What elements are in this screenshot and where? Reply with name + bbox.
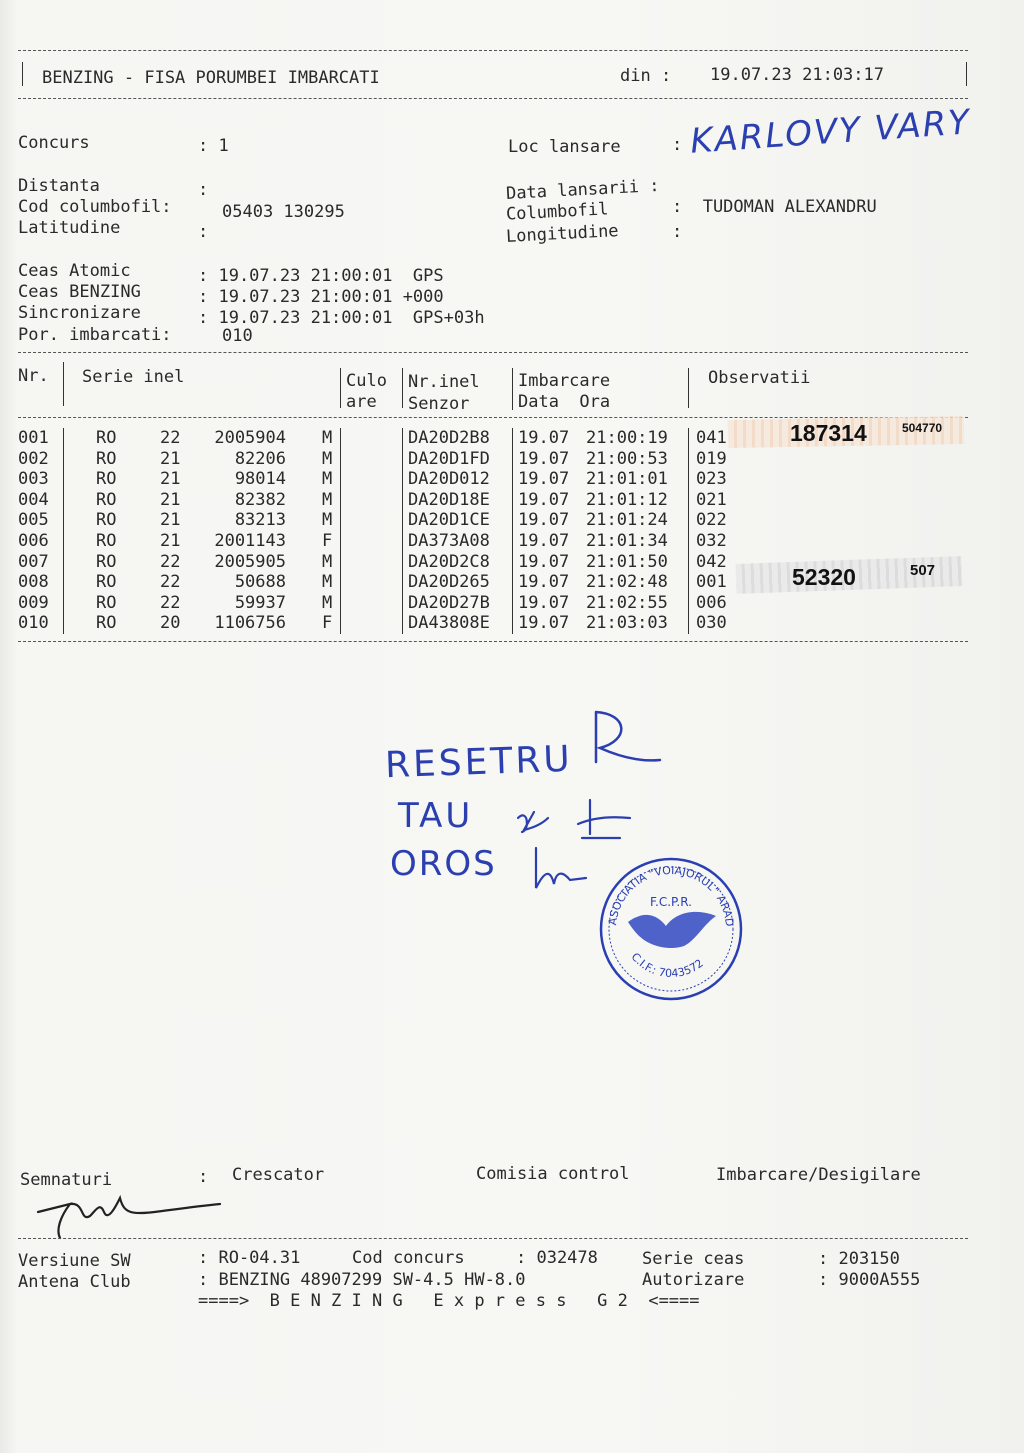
longitudine-value: : (672, 222, 683, 242)
col-divider (340, 531, 341, 552)
col-divider (512, 510, 513, 531)
col-divider (512, 613, 513, 634)
cell-time: 21:01:01 (586, 469, 668, 490)
longitudine-label: Longitudine (505, 221, 620, 247)
benzing-express-banner: ====> B E N Z I N G E x p r e s s G 2 <==== (198, 1291, 700, 1311)
cell-country: RO (96, 551, 117, 572)
cell-ring: 82206 (234, 448, 286, 469)
col-divider (402, 552, 403, 573)
col-divider (688, 572, 689, 593)
col-divider (63, 613, 64, 634)
cell-year: 21 (160, 489, 181, 510)
cell-observation: 022 (696, 510, 727, 531)
col-divider (512, 368, 513, 410)
col-divider (63, 428, 64, 449)
col-nrinel-header-1: Nr.inel (408, 372, 480, 392)
serie-ceas-label: Serie ceas (642, 1249, 745, 1269)
cell-sensor: DA20D2C8 (408, 551, 490, 572)
concurs-label: Concurs (18, 133, 90, 153)
table-row (0, 613, 1024, 634)
cell-date: 19.07 (518, 469, 570, 490)
cell-sex: M (322, 489, 333, 510)
cell-sensor: DA43808E (408, 613, 490, 634)
cell-ring: 82382 (234, 489, 286, 510)
col-divider (512, 428, 513, 449)
col-divider (340, 368, 341, 408)
footer-top-rule (18, 1238, 968, 1239)
cell-time: 21:00:53 (586, 448, 668, 469)
signatures-colon: : (198, 1167, 209, 1187)
col-divider (340, 490, 341, 511)
col-culoare-header-2: are (346, 392, 377, 412)
cell-sensor: DA20D012 (408, 469, 490, 490)
col-divider (340, 449, 341, 470)
cell-nr: 006 (18, 531, 49, 551)
cell-ring: 83213 (234, 510, 286, 531)
cell-sensor: DA20D2B8 (408, 428, 490, 448)
cell-observation: 021 (696, 489, 727, 510)
cell-date: 19.07 (518, 428, 570, 448)
col-divider (402, 593, 403, 614)
cell-sensor: DA20D265 (408, 572, 490, 593)
handwritten-note-line-2: TAU (398, 796, 474, 836)
cell-observation: 019 (696, 448, 727, 469)
cell-date: 19.07 (518, 572, 570, 593)
cell-sensor: DA20D1FD (408, 448, 490, 469)
cell-year: 22 (160, 551, 181, 572)
col-divider (340, 572, 341, 593)
latitudine-value: : (198, 222, 209, 242)
cod-columbofil-label: Cod columbofil: (18, 197, 172, 217)
cell-nr: 002 (18, 448, 49, 469)
cell-country: RO (96, 613, 117, 634)
seal-middle-text: F.C.P.R. (650, 895, 692, 909)
col-divider (402, 572, 403, 593)
distanta-value: : (198, 180, 209, 200)
loc-lansare-label: Loc lansare (508, 137, 621, 157)
col-divider (402, 428, 403, 449)
latitudine-label: Latitudine (18, 218, 121, 238)
col-culoare-header-1: Culo (346, 371, 387, 391)
porumbei-imbarcati-label: Por. imbarcati: (18, 325, 172, 345)
cell-ring: 2001143 (214, 531, 286, 551)
ceas-atomic-label: Ceas Atomic (18, 261, 131, 281)
cell-ring: 2005905 (214, 551, 286, 572)
breeder-signature (30, 1182, 230, 1242)
cod-columbofil-value: 05403 130295 (222, 202, 345, 222)
cell-year: 20 (160, 613, 181, 634)
cell-time: 21:01:50 (586, 551, 668, 572)
cell-sex: F (322, 613, 333, 634)
col-serie-header: Serie inel (82, 367, 185, 387)
cell-sensor: DA373A08 (408, 531, 490, 551)
cell-nr: 004 (18, 489, 49, 510)
document-title: BENZING - FISA PORUMBEI IMBARCATI (42, 68, 380, 88)
col-divider (340, 552, 341, 573)
cell-country: RO (96, 592, 117, 613)
col-nrinel-header-2: Senzor (408, 394, 470, 414)
signature-imbarcare-label: Imbarcare/Desigilare (716, 1165, 921, 1185)
table-row (0, 469, 1024, 490)
cell-sex: F (322, 531, 333, 551)
cell-sex: M (322, 592, 333, 613)
col-divider (340, 428, 341, 449)
cell-date: 19.07 (518, 510, 570, 531)
cell-country: RO (96, 510, 117, 531)
table-top-rule (18, 352, 968, 353)
col-divider (63, 449, 64, 470)
table-row (0, 449, 1024, 470)
cell-sensor: DA20D18E (408, 489, 490, 510)
col-divider (688, 449, 689, 470)
loc-lansare-handwritten: KARLOVY VARY (688, 102, 973, 162)
cell-year: 22 (160, 428, 181, 448)
sticker-2-small-number: 507 (910, 562, 936, 579)
cell-nr: 009 (18, 592, 49, 613)
seal-top-text: ASOCIATIA "VOIAJORUL" ARAD (606, 863, 737, 928)
cell-observation: 030 (696, 613, 727, 634)
cell-nr: 008 (18, 572, 49, 593)
cell-time: 21:02:55 (586, 592, 668, 613)
cell-sex: M (322, 469, 333, 490)
cell-sex: M (322, 428, 333, 448)
col-divider (688, 552, 689, 573)
col-divider (63, 510, 64, 531)
cell-country: RO (96, 572, 117, 593)
cell-nr: 005 (18, 510, 49, 531)
handwritten-note-line-1: RESETRU (384, 738, 574, 787)
cell-sex: M (322, 551, 333, 572)
signatures-label: Semnaturi (20, 1170, 113, 1190)
cell-date: 19.07 (518, 448, 570, 469)
cell-time: 21:01:12 (586, 489, 668, 510)
cell-observation: 006 (696, 592, 727, 613)
cell-country: RO (96, 531, 117, 551)
loc-lansare-colon: : (672, 135, 683, 155)
columbofil-value: : TUDOMAN ALEXANDRU (672, 197, 877, 217)
col-divider (688, 368, 689, 408)
ceas-benzing-value: : 19.07.23 21:00:01 +000 (198, 287, 444, 307)
columbofil-label: Columbofil (505, 199, 609, 225)
distanta-label: Distanta (18, 176, 100, 196)
col-divider (63, 572, 64, 593)
col-divider (340, 593, 341, 614)
col-observatii-header: Observatii (708, 368, 811, 388)
cell-ring: 98014 (234, 469, 286, 490)
col-divider (512, 572, 513, 593)
cell-time: 21:01:34 (586, 531, 668, 551)
col-divider (512, 449, 513, 470)
col-divider (63, 552, 64, 573)
cell-observation: 023 (696, 469, 727, 490)
col-divider (340, 613, 341, 634)
cell-nr: 003 (18, 469, 49, 490)
cell-country: RO (96, 489, 117, 510)
table-row (0, 593, 1024, 614)
col-divider (688, 510, 689, 531)
cell-country: RO (96, 448, 117, 469)
col-divider (512, 593, 513, 614)
autorizare-value: : 9000A555 (818, 1270, 921, 1290)
cell-ring: 50688 (234, 572, 286, 593)
concurs-value: : 1 (198, 136, 229, 156)
col-divider (688, 490, 689, 511)
cell-year: 22 (160, 592, 181, 613)
cell-ring: 59937 (234, 592, 286, 613)
cell-year: 21 (160, 469, 181, 490)
col-divider (512, 469, 513, 490)
cell-date: 19.07 (518, 531, 570, 551)
seal-bird-icon (628, 912, 716, 948)
table-row (0, 531, 1024, 552)
col-imbarcare-header-1: Imbarcare (518, 371, 611, 391)
association-seal (596, 854, 746, 1004)
cell-ring: 1106756 (214, 613, 286, 634)
handwritten-note-line-3: OROS (390, 844, 497, 884)
cell-sensor: DA20D1CE (408, 510, 490, 531)
cell-observation: 032 (696, 531, 727, 551)
col-divider (340, 510, 341, 531)
cell-time: 21:02:48 (586, 572, 668, 593)
col-divider (688, 613, 689, 634)
header-left-bar (22, 62, 23, 86)
signature-comisia-label: Comisia control (476, 1164, 630, 1184)
cell-date: 19.07 (518, 613, 570, 634)
col-divider (688, 593, 689, 614)
versiune-sw-label: Versiune SW (18, 1251, 131, 1271)
seal-bottom-text: C.I.F.: 7043572 (628, 950, 706, 981)
cell-nr: 007 (18, 551, 49, 572)
col-divider (63, 490, 64, 511)
cell-ring: 2005904 (214, 428, 286, 448)
col-divider (402, 613, 403, 634)
col-divider (402, 449, 403, 470)
col-divider (402, 490, 403, 511)
versiune-sw-value: : RO-04.31 (198, 1248, 301, 1268)
col-divider (512, 552, 513, 573)
cell-date: 19.07 (518, 551, 570, 572)
cell-year: 21 (160, 531, 181, 551)
cell-date: 19.07 (518, 489, 570, 510)
col-nr-header: Nr. (18, 366, 49, 386)
sticker-1-small-number: 504770 (902, 421, 943, 435)
date-printed-label: din : (620, 66, 672, 86)
antena-club-label: Antena Club (18, 1272, 131, 1292)
antena-club-value: : BENZING 48907299 SW-4.5 HW-8.0 (198, 1270, 526, 1290)
header-top-rule (18, 50, 968, 51)
sticker-1-number: 187314 (790, 420, 867, 446)
svg-text:C.I.F.: 7043572 (629, 950, 706, 980)
cell-observation: 001 (696, 572, 727, 593)
col-divider (63, 531, 64, 552)
cell-sex: M (322, 510, 333, 531)
col-divider (63, 469, 64, 490)
cell-sex: M (322, 448, 333, 469)
ceas-atomic-value: : 19.07.23 21:00:01 GPS (198, 266, 444, 286)
cod-concurs-value: : 032478 (516, 1248, 598, 1268)
cell-sensor: DA20D27B (408, 592, 490, 613)
table-row (0, 490, 1024, 511)
table-row (0, 510, 1024, 531)
cell-year: 21 (160, 510, 181, 531)
col-divider (688, 428, 689, 449)
col-divider (512, 531, 513, 552)
col-imbarcare-header-2: Data Ora (518, 392, 611, 412)
cell-time: 21:01:24 (586, 510, 668, 531)
table-bottom-rule (18, 641, 968, 642)
porumbei-imbarcati-value: 010 (222, 326, 253, 346)
serie-ceas-value: : 203150 (818, 1249, 900, 1269)
col-divider (63, 593, 64, 614)
col-divider (688, 469, 689, 490)
cod-concurs-label: Cod concurs (352, 1248, 465, 1268)
col-divider (340, 469, 341, 490)
col-divider (402, 531, 403, 552)
col-divider (63, 362, 64, 406)
col-divider (512, 490, 513, 511)
data-lansarii-label: Data lansarii : (505, 175, 660, 205)
cell-observation: 041 (696, 428, 727, 448)
col-divider (402, 368, 403, 408)
header-right-bar (966, 62, 967, 86)
col-divider (402, 469, 403, 490)
ceas-benzing-label: Ceas BENZING (18, 282, 141, 302)
cell-country: RO (96, 469, 117, 490)
cell-time: 21:00:19 (586, 428, 668, 448)
cell-sex: M (322, 572, 333, 593)
cell-country: RO (96, 428, 117, 448)
col-divider (688, 531, 689, 552)
date-printed-value: 19.07.23 21:03:17 (710, 65, 884, 85)
sticker-2-number: 52320 (792, 564, 856, 590)
col-divider (402, 510, 403, 531)
cell-time: 21:03:03 (586, 613, 668, 634)
cell-year: 22 (160, 572, 181, 593)
sincronizare-value: : 19.07.23 21:00:01 GPS+03h (198, 308, 485, 328)
header-bottom-rule (18, 98, 968, 99)
cell-year: 21 (160, 448, 181, 469)
cell-nr: 001 (18, 428, 49, 448)
cell-date: 19.07 (518, 592, 570, 613)
cell-nr: 010 (18, 613, 49, 634)
signature-crescator-label: Crescator (232, 1165, 325, 1185)
cell-observation: 042 (696, 551, 727, 572)
autorizare-label: Autorizare (642, 1270, 745, 1290)
sincronizare-label: Sincronizare (18, 303, 141, 323)
